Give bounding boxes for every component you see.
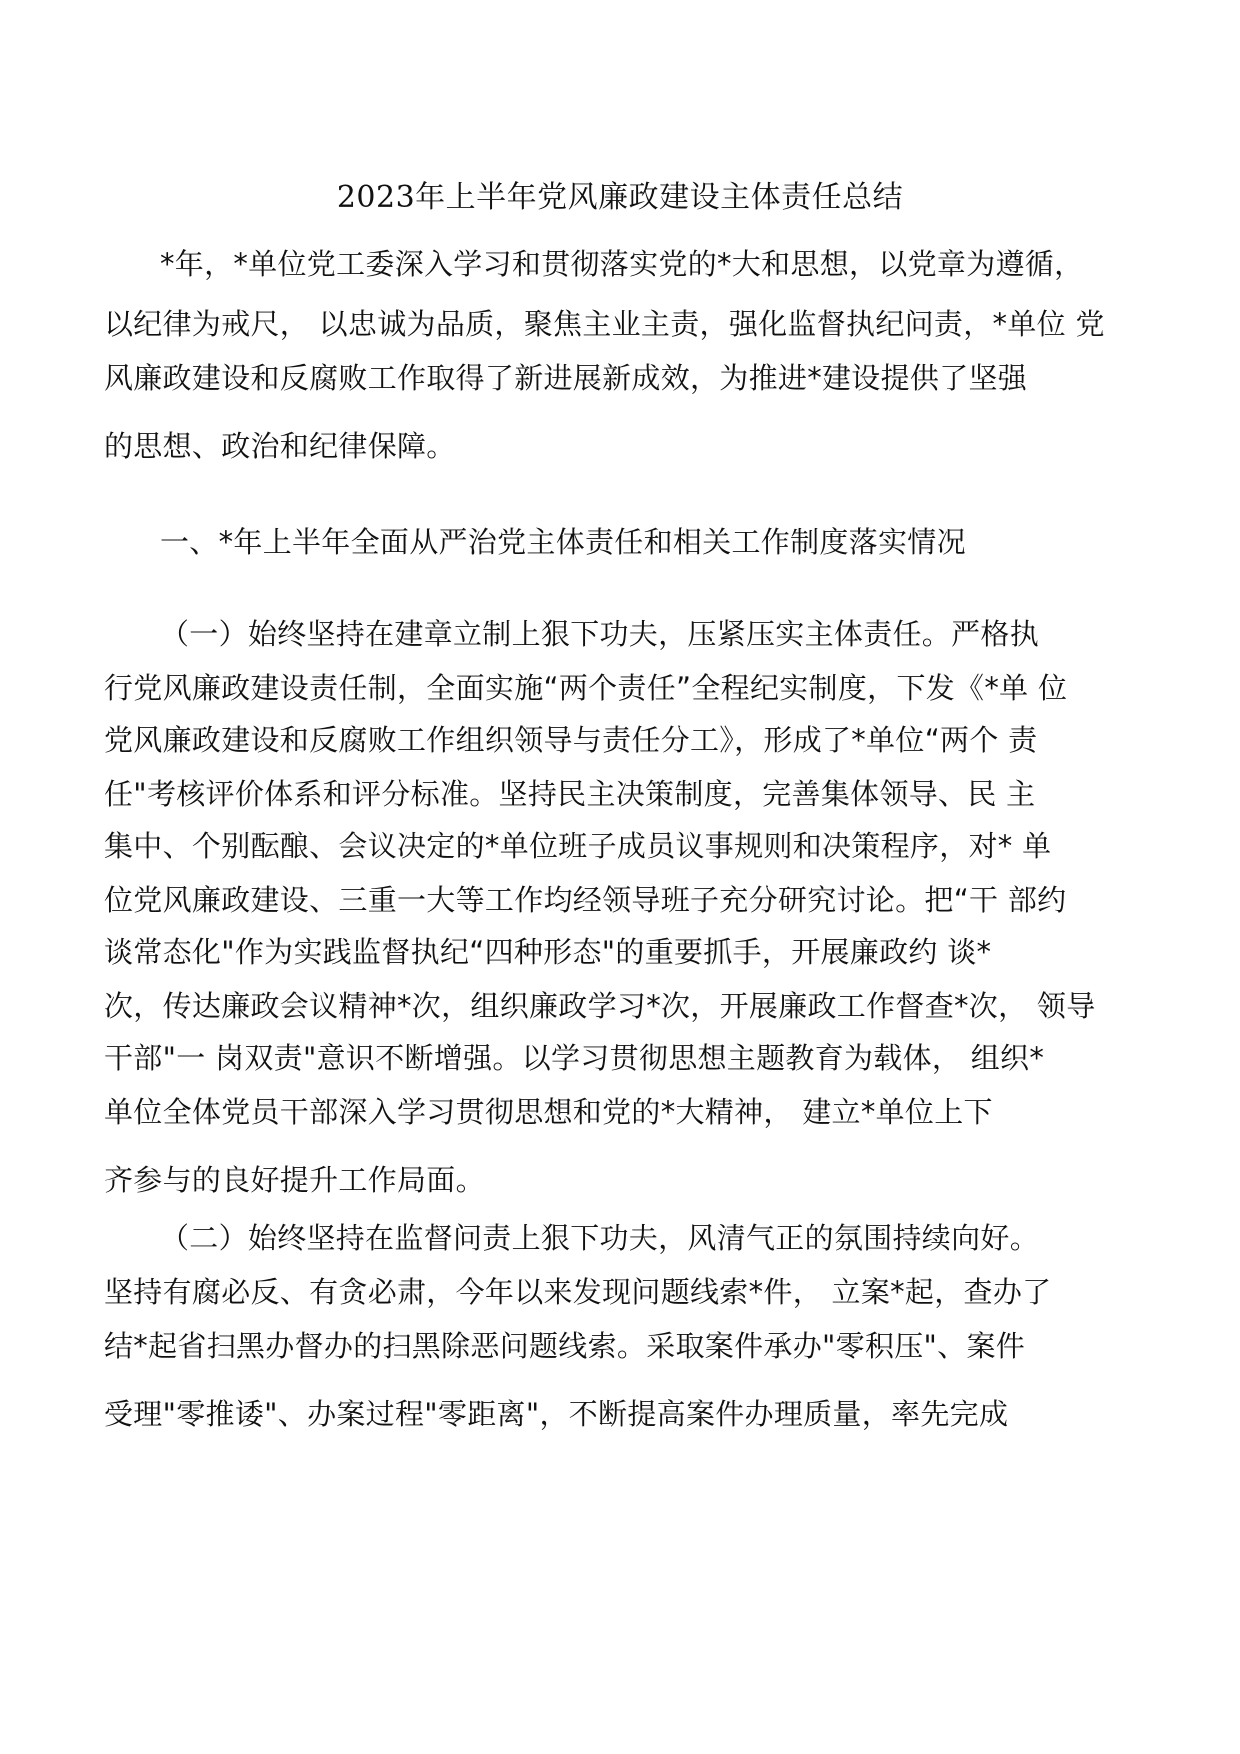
paragraph-line: *年，*单位党工委深入学习和贯彻落实党的*大和思想，以党章为遵循， bbox=[160, 247, 1084, 281]
paragraph-line: 谈常态化"作为实践监督执纪“四种形态"的重要抓手，开展廉政约 谈* bbox=[104, 935, 992, 969]
paragraph-line: 集中、个别酝酿、会议决定的*单位班子成员议事规则和决策程序，对* 单 bbox=[104, 829, 1052, 863]
paragraph-line: 结*起省扫黑办督办的扫黑除恶问题线索。采取案件承办"零积压"、案件 bbox=[104, 1329, 1026, 1363]
paragraph-line: （一）始终坚持在建章立制上狠下功夫，压紧压实主体责任。严格执 bbox=[160, 617, 1040, 651]
paragraph-line: 风廉政建设和反腐败工作取得了新进展新成效，为推进*建设提供了坚强 bbox=[104, 361, 1028, 395]
section-heading: 一、*年上半年全面从严治党主体责任和相关工作制度落实情况 bbox=[160, 525, 966, 559]
paragraph-line: 任"考核评价体系和评分标准。坚持民主决策制度，完善集体领导、民 主 bbox=[104, 777, 1036, 811]
paragraph-line: 行党风廉政建设责任制，全面实施“两个责任”全程纪实制度，下发《*单 位 bbox=[104, 671, 1068, 705]
paragraph-line: 齐参与的良好提升工作局面。 bbox=[104, 1163, 485, 1197]
paragraph-line: 党风廉政建设和反腐败工作组织领导与责任分工》，形成了*单位“两个 责 bbox=[104, 723, 1038, 757]
paragraph-line: 单位全体党员干部深入学习贯彻思想和党的*大精神， 建立*单位上下 bbox=[104, 1095, 993, 1129]
paragraph-line: 的思想、政治和纪律保障。 bbox=[104, 429, 456, 463]
paragraph-line: 干部"一 岗双责"意识不断增强。以学习贯彻思想主题教育为载体， 组织* bbox=[104, 1041, 1045, 1075]
paragraph-line: 以纪律为戒尺， 以忠诚为品质，聚焦主业主责，强化监督执纪问责，*单位 党 bbox=[104, 307, 1105, 341]
paragraph-line: 次，传达廉政会议精神*次，组织廉政学习*次，开展廉政工作督查*次， 领导 bbox=[104, 989, 1096, 1023]
paragraph-line: （二）始终坚持在监督问责上狠下功夫，风清气正的氛围持续向好。 bbox=[160, 1221, 1040, 1255]
paragraph-line: 位党风廉政建设、三重一大等工作均经领导班子充分研究讨论。把“干 部约 bbox=[104, 883, 1067, 917]
paragraph-line: 受理"零推诿"、办案过程"零距离"，不断提高案件办理质量，率先完成 bbox=[104, 1397, 1009, 1431]
document-title: 2023年上半年党风廉政建设主体责任总结 bbox=[336, 180, 904, 215]
paragraph-line: 坚持有腐必反、有贪必肃，今年以来发现问题线索*件， 立案*起，查办了 bbox=[104, 1275, 1052, 1309]
